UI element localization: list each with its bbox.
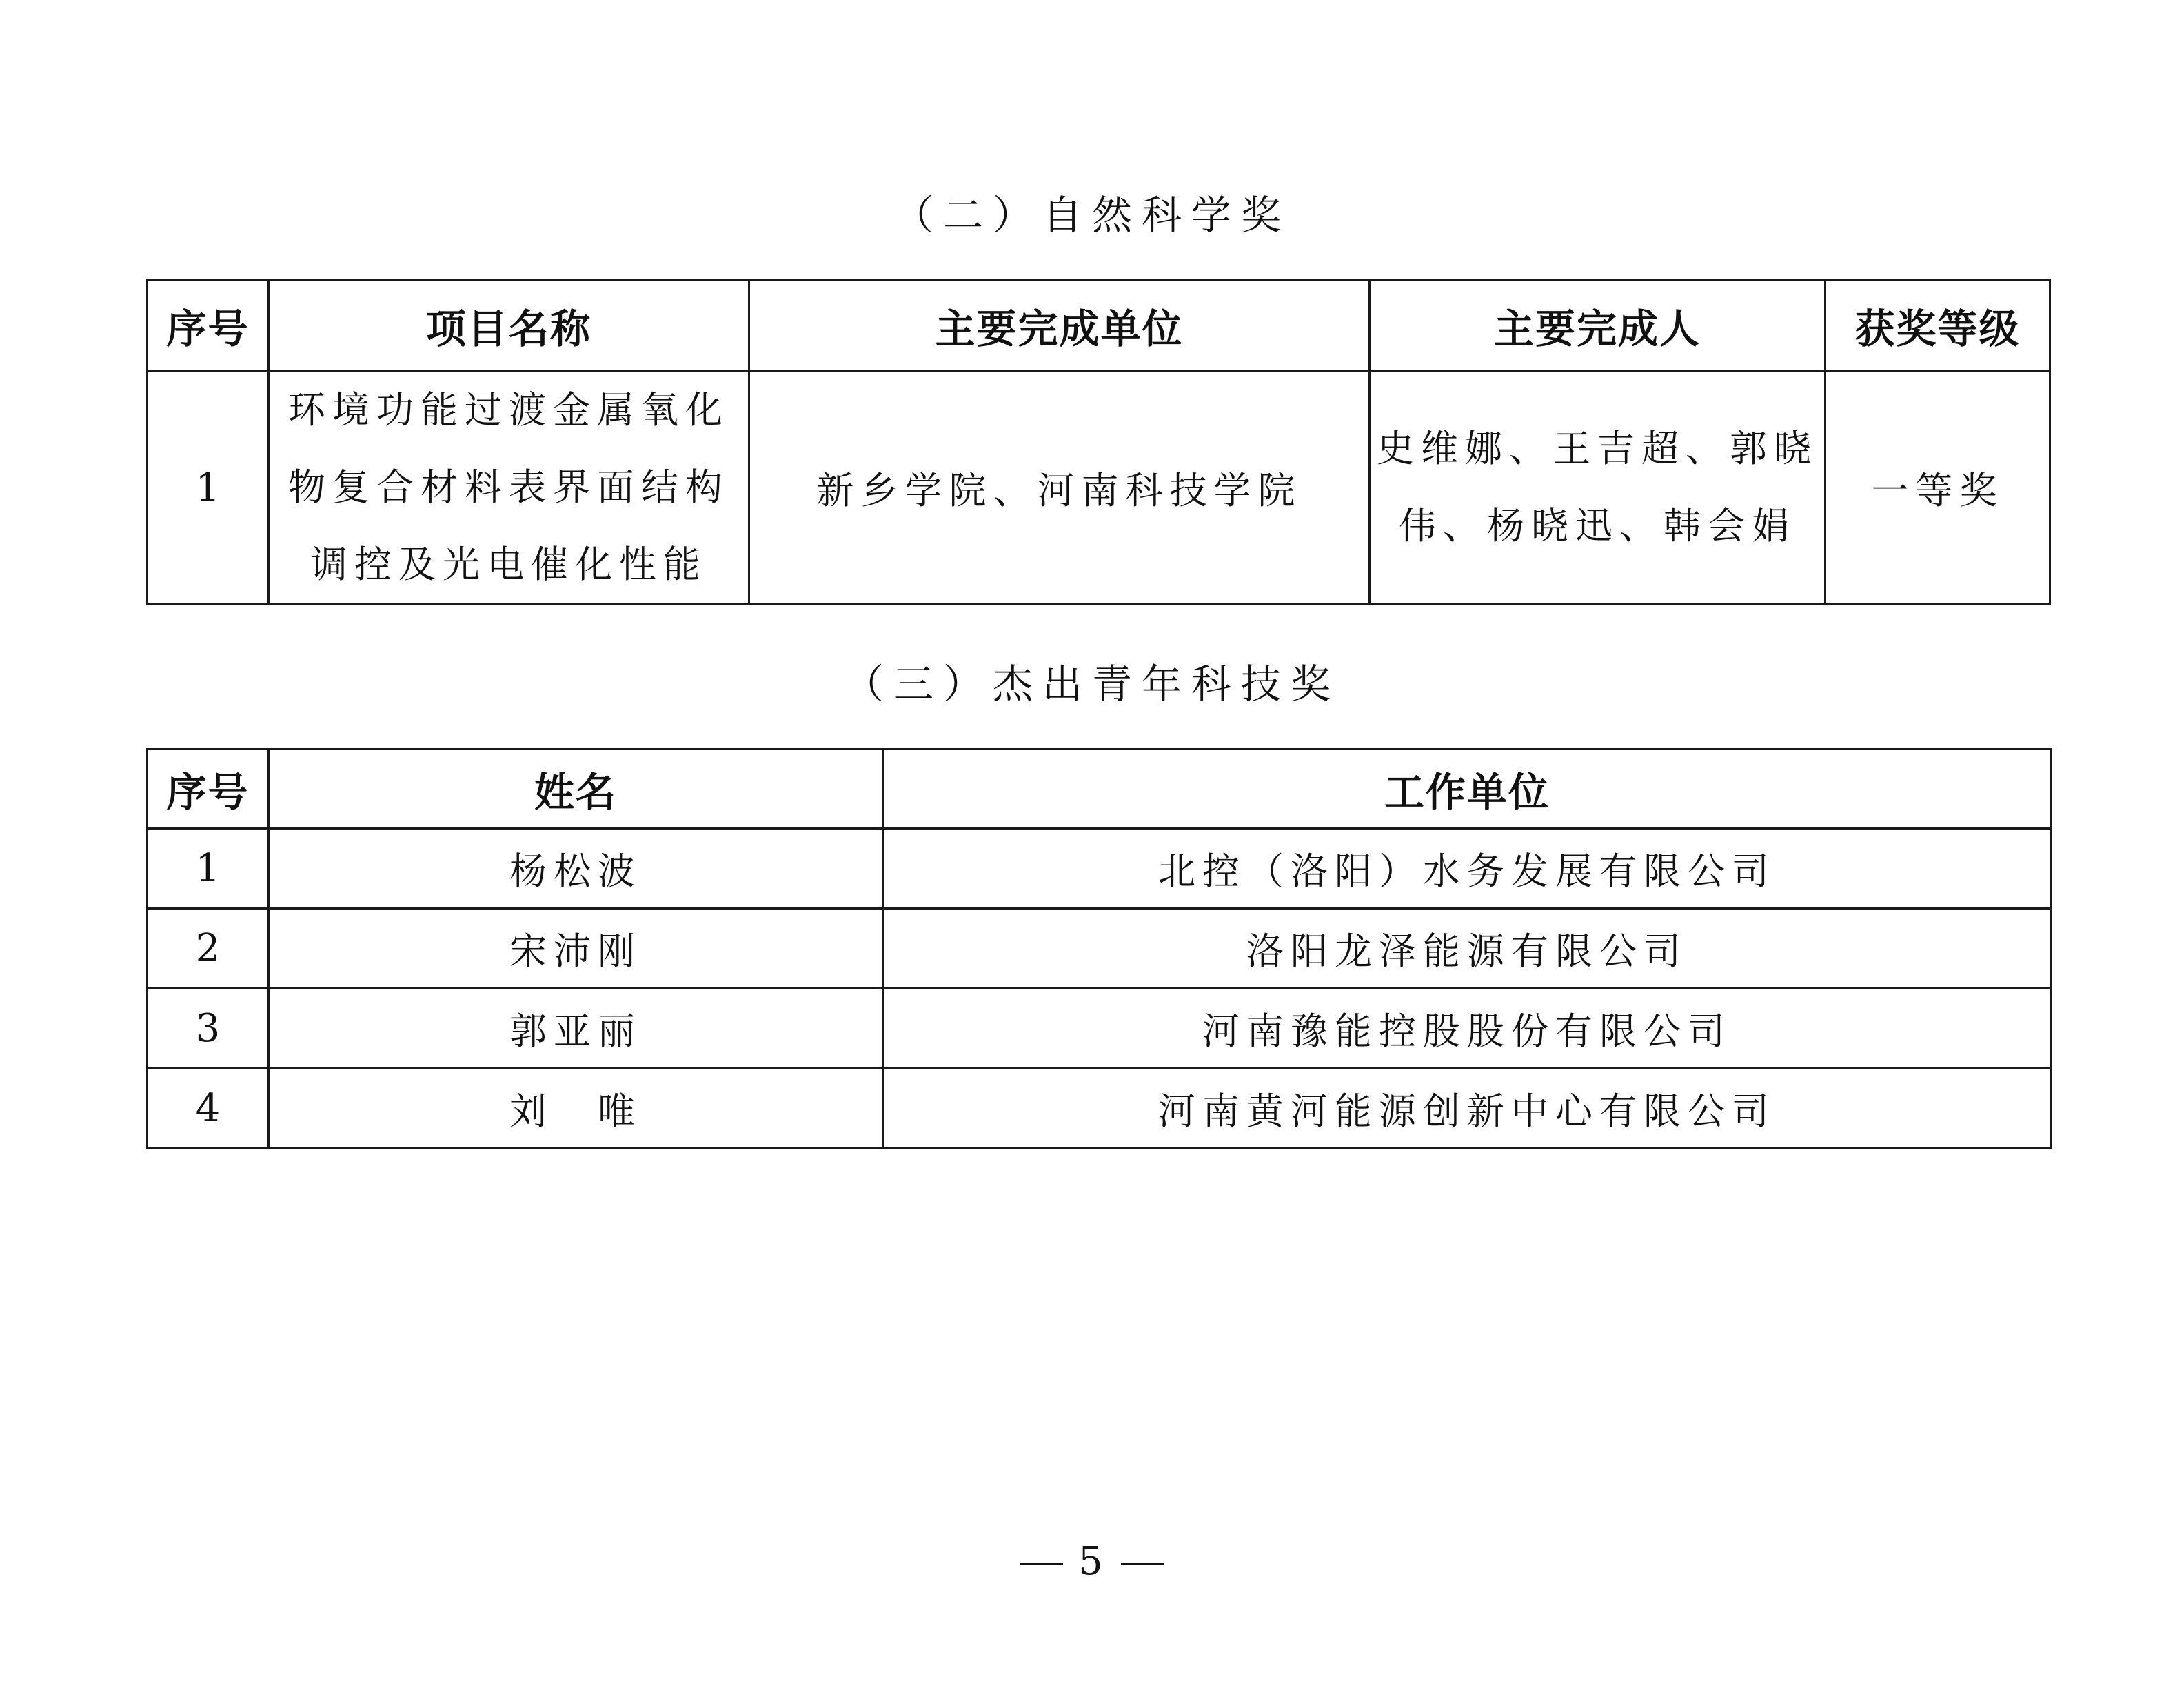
table-row [148,909,2052,989]
project-line: 物复合材料表界面结构 [288,465,729,509]
header-unit: 主要完成单位 [749,281,1370,371]
project-line: 调控及光电催化性能 [310,543,707,586]
section3-title: （三）杰出青年科技奖 [843,661,1340,707]
cell-seq: 4 [148,1069,269,1149]
cell-people [1370,371,1826,605]
cell-project [269,371,749,605]
table-row [148,371,2050,605]
cell-workplace: 河南豫能控股股份有限公司 [883,989,2052,1069]
header-project: 项目名称 [269,281,749,371]
cell-workplace: 河南黄河能源创新中心有限公司 [883,1069,2052,1149]
table-header-row [148,281,2050,371]
page-number-footer [0,1539,2184,1584]
cell-unit: 新乡学院、河南科技学院 [749,371,1370,605]
people-line: 史维娜、王吉超、郭晓 [1377,427,1818,470]
cell-workplace: 洛阳龙泽能源有限公司 [883,909,2052,989]
cell-seq: 1 [148,829,269,909]
cell-name: 宋沛刚 [269,909,883,989]
table-row [148,829,2052,909]
page-number: 5 [1078,1539,1106,1584]
section2-title: （二）自然科学奖 [893,192,1291,239]
cell-seq: 2 [148,909,269,989]
cell-name: 郭亚丽 [269,989,883,1069]
table-row [148,989,2052,1069]
people-line: 伟、杨晓迅、韩会娟 [1399,504,1796,547]
table-row [148,1069,2052,1149]
project-line: 环境功能过渡金属氧化 [288,388,729,432]
cell-name: 刘 唯 [269,1069,883,1149]
header-seq: 序号 [148,750,269,829]
header-people: 主要完成人 [1370,281,1826,371]
header-level: 获奖等级 [1826,281,2050,371]
cell-name: 杨松波 [269,829,883,909]
header-workplace: 工作单位 [883,750,2052,829]
natural-science-award-table [146,279,2051,605]
header-name: 姓名 [269,750,883,829]
dash-left [1020,1563,1063,1565]
cell-seq: 3 [148,989,269,1069]
cell-seq: 1 [148,371,269,605]
table-header-row [148,750,2052,829]
young-scientist-award-table [146,748,2052,1149]
header-seq: 序号 [148,281,269,371]
cell-level: 一等奖 [1826,371,2050,605]
cell-workplace: 北控（洛阳）水务发展有限公司 [883,829,2052,909]
dash-right [1121,1563,1164,1565]
